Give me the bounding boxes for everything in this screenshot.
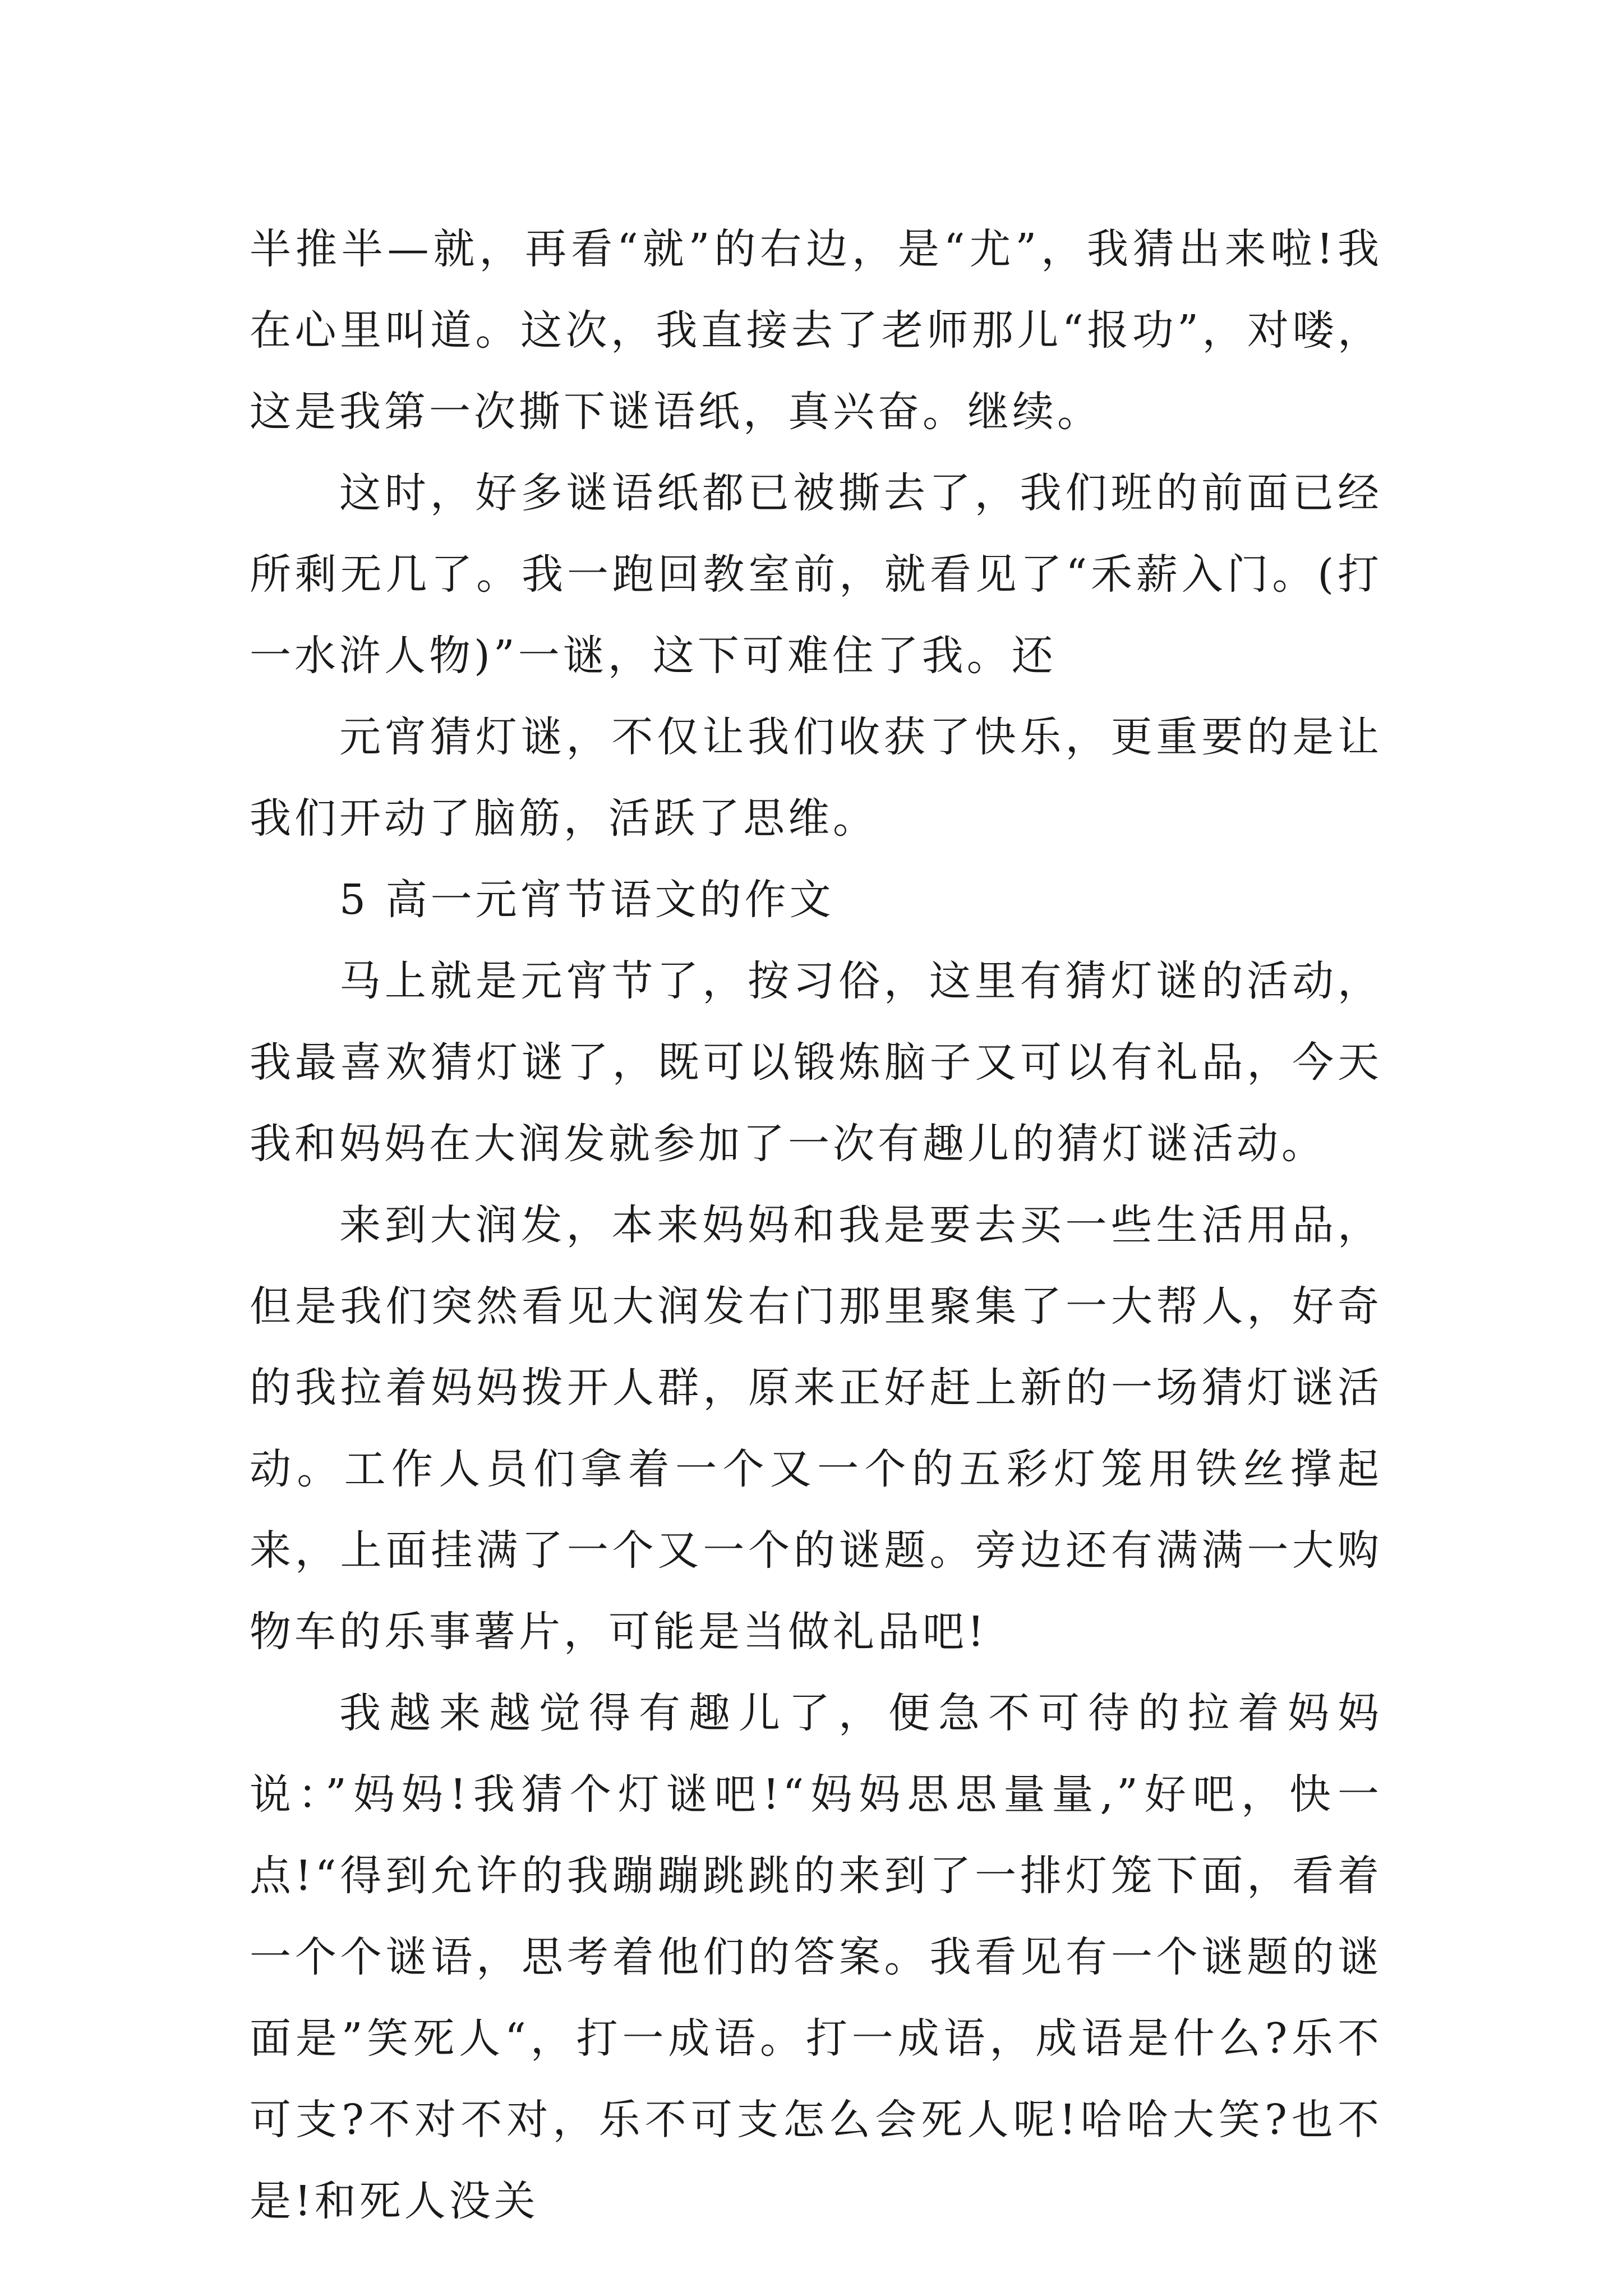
document-body <box>250 209 1382 2242</box>
paragraph-3: 元宵猜灯谜，不仅让我们收获了快乐，更重要的是让我们开动了脑筋，活跃了思维。 <box>250 713 1382 843</box>
paragraph-6: 来到大润发，本来妈妈和我是要去买一些生活用品，但是我们突然看见大润发右门那里聚集了一大帮人，好奇的我拉着妈妈拨开人群，原来正好赶上新的一场猜灯谜活动。工作人员们拿着一个又一个的五彩灯笼用铁丝撑起来，上面挂满了一个又一个的谜题。旁边还有满满一大购物车的乐事薯片，可能是当做礼品吧! <box>250 1201 1382 1656</box>
paragraph-5: 马上就是元宵节了，按习俗，这里有猜灯谜的活动，我最喜欢猜灯谜了，既可以锻炼脑子又可以有礼品，今天我和妈妈在大润发就参加了一次有趣儿的猜灯谜活动。 <box>250 957 1382 1168</box>
paragraph-2: 这时，好多谜语纸都已被撕去了，我们班的前面已经所剩无几了。我一跑回教室前，就看见了“禾薪入门。(打一水浒人物)”一谜，这下可难住了我。还 <box>250 469 1382 680</box>
section-heading: 5 高一元宵节语文的作文 <box>339 876 834 924</box>
paragraph-1: 半推半—就，再看“就”的右边，是“尤”，我猜出来啦!我在心里叫道。这次，我直接去了老师那儿“报功”，对喽，这是我第一次撕下谜语纸，真兴奋。继续。 <box>250 225 1382 436</box>
paragraph-7: 我越来越觉得有趣儿了，便急不可待的拉着妈妈说：”妈妈!我猜个灯谜吧!“妈妈思思量量,”好吧，快一点!“得到允许的我蹦蹦跳跳的来到了一排灯笼下面，看着一个个谜语，思考着他们的答案。我看见有一个谜题的谜面是”笑死人“，打一成语。打一成语，成语是什么?乐不可支?不对不对，乐不可支怎么会死人呢!哈哈大笑?也不是!和死人没关 <box>250 1689 1382 2225</box>
